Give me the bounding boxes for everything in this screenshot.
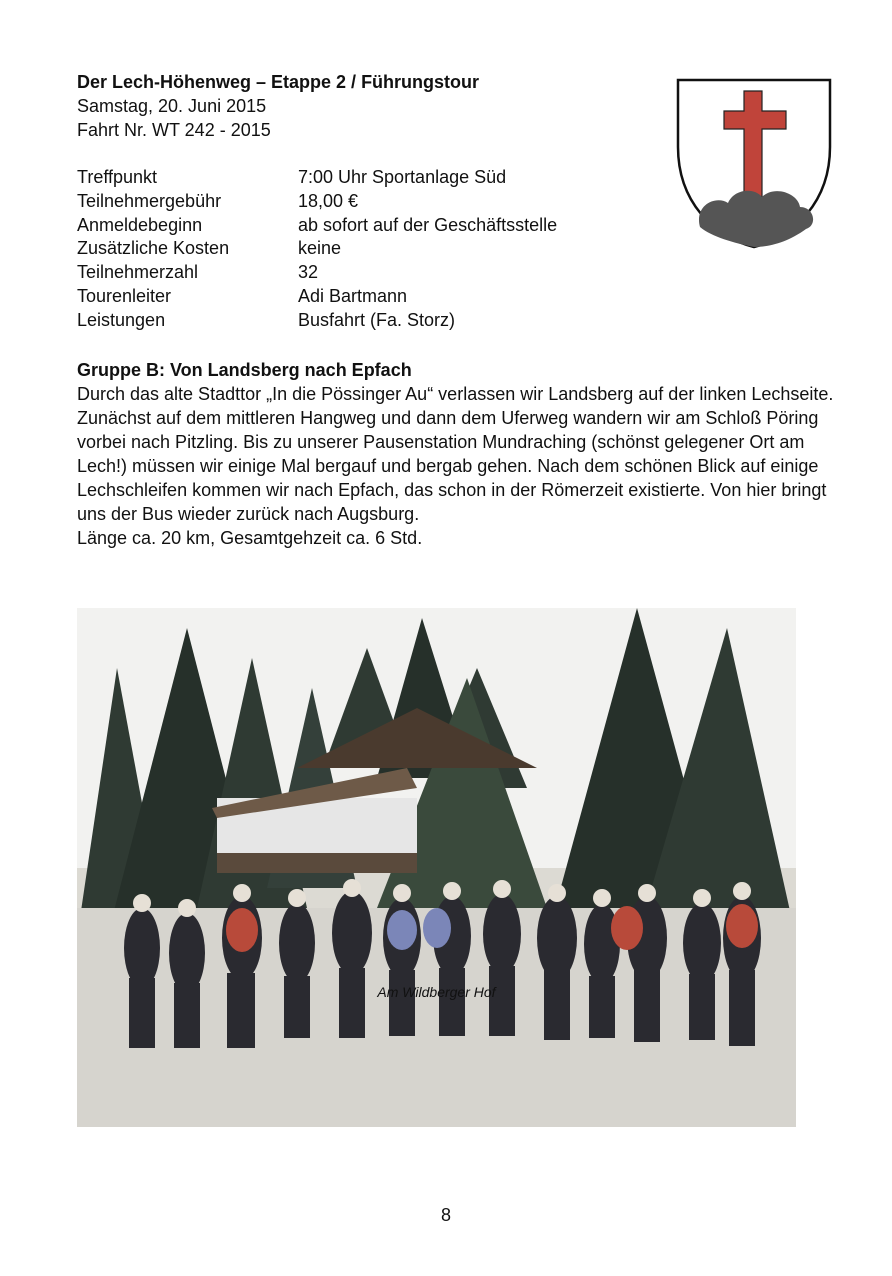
info-key: Tourenleiter [77, 285, 172, 306]
section-body: Durch das alte Stadttor „In die Pössinger Au“ verlassen wir Landsberg auf der linken Lechseite. Zunächst auf dem mittleren Hangweg und dann dem Uferweg wandern wir am Schloß Pöring vorbei nach Pitzling. Bis zu unserer Pausenstation Mundraching (schönst gelegener Ort am Lech!) müssen wir einige Mal bergauf und bergab gehen. Nach dem schönen Blick auf einige Lechschleifen kommen wir nach Epfach, das schon in der Römerzeit existierte. Von hier bringt uns der Bus wieder zurück nach Augsburg. [77, 384, 834, 524]
info-key: Teilnehmerzahl [77, 262, 199, 283]
page-title: Der Lech-Höhenweg – Etappe 2 / Führungstour [77, 72, 480, 92]
info-value: 18,00 € [298, 190, 359, 211]
photo-caption: Am Wildberger Hof [377, 984, 496, 1000]
info-row [77, 214, 557, 238]
trip-number: Fahrt Nr. WT 242 - 2015 [77, 120, 271, 140]
info-value: Busfahrt (Fa. Storz) [298, 309, 456, 330]
info-row [77, 261, 557, 285]
info-row [77, 285, 557, 309]
info-key: Zusätzliche Kosten [77, 238, 230, 259]
info-row [77, 237, 557, 261]
info-row [77, 190, 557, 214]
info-value: ab sofort auf der Geschäftsstelle [298, 214, 558, 235]
info-key: Leistungen [77, 309, 166, 330]
info-key: Teilnehmergebühr [77, 190, 222, 211]
info-value: Adi Bartmann [298, 285, 408, 306]
photo-illustration [77, 608, 796, 1127]
info-value: 7:00 Uhr Sportanlage Süd [298, 167, 507, 187]
info-row [77, 166, 557, 190]
coat-of-arms-icon [676, 77, 832, 249]
group-b-section [77, 358, 837, 550]
tour-date: Samstag, 20. Juni 2015 [77, 96, 267, 116]
info-value: 32 [298, 262, 319, 283]
header-block [77, 70, 637, 142]
section-length: Länge ca. 20 km, Gesamtgehzeit ca. 6 Std. [77, 528, 423, 548]
info-key: Anmeldebeginn [77, 214, 203, 235]
info-value: keine [298, 238, 342, 259]
info-key: Treffpunkt [77, 167, 158, 187]
group-photo [77, 608, 796, 1127]
section-title: Gruppe B: Von Landsberg nach Epfach [77, 360, 412, 380]
info-row [77, 309, 557, 333]
page-number: 8 [440, 1205, 451, 1225]
tour-info-table [77, 166, 557, 333]
